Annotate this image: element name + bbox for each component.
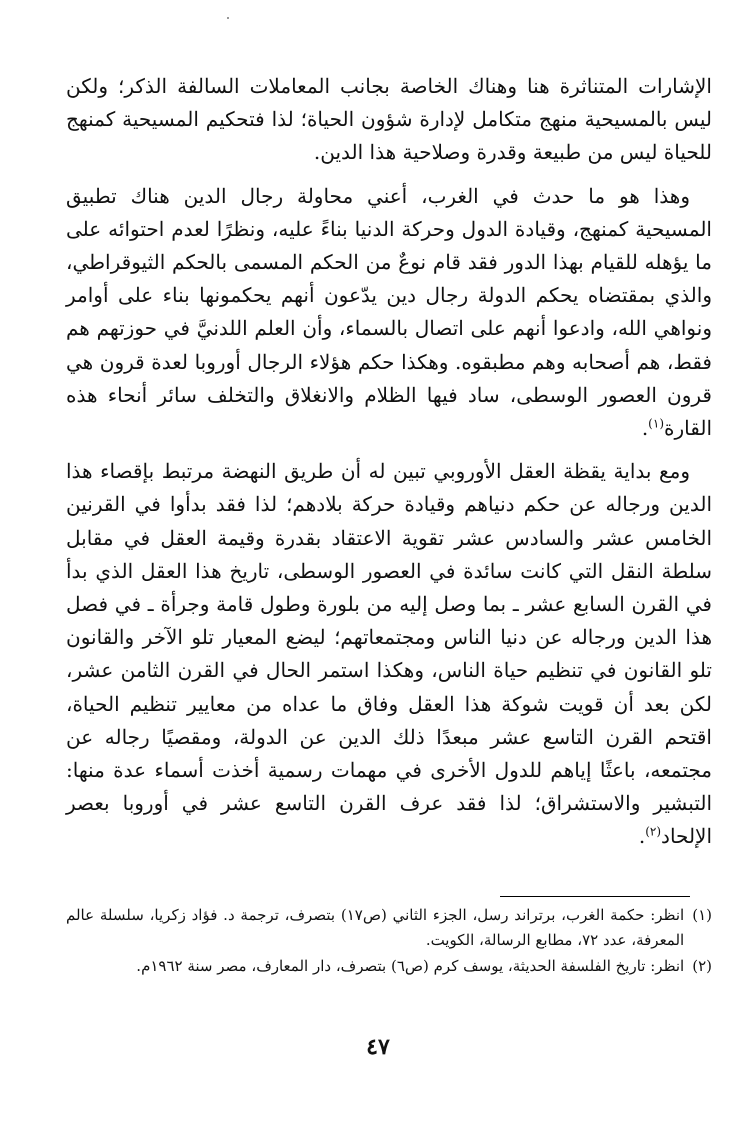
paragraph-3: ومع بداية يقظة العقل الأوروبي تبين له أن طريق النهضة مرتبط بإقصاء هذا الدين ورجاله عن حكم دنياهم وقيادة حركة بلادهم؛ لذا فقد بدأوا في القرنين الخامس عشر والسادس عشر تقوية الاعتقاد بقدرة وقيمة العقل في مقابل سلطة النقل التي كانت سائدة في العصور الوسطى، تاريخ هذا العقل الذي بدأ في القرن السابع عشر ـ بما وصل إليه من بلورة وطول قامة وجرأة ـ في فصل هذا الدين ورجاله عن دنيا الناس ومجتمعاتهم؛ ليضع المعيار تلو الآخر والقانون تلو القانون في تنظيم حياة الناس، وهكذا استمر الحال في القرن الثامن عشر، لكن بعد أن قويت شوكة هذا العقل وفاق ما عداه من معايير تنظيم الحياة، اقتحم القرن التاسع عشر مبعدًا ذلك الدين عن الدولة، ومقصيًا رجاله عن مجتمعه، باعثًا إياهم للدول الأخرى في مهمات رسمية أخذت أسماء عدة منها: التبشير والاستشراق؛ لذا فقد عرف القرن التاسع عشر في أوروبا بعصر الإلحاد$^{(٢)}$. <box>66 459 713 849</box>
footnote-1 <box>66 903 712 953</box>
paragraph-1 <box>66 70 712 170</box>
footnotes <box>66 903 712 980</box>
page-number: ٤٧ <box>366 1034 390 1060</box>
footnote-2 <box>66 954 712 979</box>
paragraph-1-text: الإشارات المتناثرة هنا وهناك الخاصة بجانب المعاملات السالفة الذكر؛ ولكن ليس بالمسيحية منهج متكامل لإدارة شؤون الحياة؛ لذا فتحكيم المسيحية كمنهج للحياة ليس من طبيعة وقدرة وصلاحية هذا الدين. <box>66 74 712 165</box>
footnote-1-number: (١) <box>692 906 712 924</box>
footnote-2-text: انظر: تاريخ الفلسفة الحديثة، يوسف كرم (ص٦) بتصرف، دار المعارف، مصر سنة ١٩٦٢م. <box>136 957 685 975</box>
paragraph-2-text: وهذا هو ما حدث في الغرب، أعني محاولة رجال الدين هناك تطبيق المسيحية كمنهج، وقيادة الدول وحركة الدنيا بناءً عليه، ونظرًا لعدم احتوائه على ما يؤهله للقيام بهذا الدور فقد قام نوعٌ من الحكم المسمى بالحكم الثيوقراطي، والذي بمقتضاه يحكم الدولة رجال دين يدّعون أنهم يحكمونها بناء على أوامر ونواهي الله، وادعوا أنهم على اتصال بالسماء، وأن العلم اللدنيَّ في حوزتهم هم فقط، هم أصحابه وهم مطبقوه. وهكذا حكم هؤلاء الرجال أوروبا لعدة قرون هي قرون العصور الوسطى، ساد فيها الظلام والانغلاق والتخلف سائر أنحاء هذه القارة <box>66 183 712 441</box>
paragraph-3-text: ومع بداية يقظة العقل الأوروبي تبين له أن طريق النهضة مرتبط بإقصاء هذا الدين ورجاله عن حكم دنياهم وقيادة حركة بلادهم؛ لذا فقد بدأوا في القرنين الخامس عشر والسادس عشر تقوية الاعتقاد بقدرة وقيمة العقل في مقابل سلطة النقل التي كانت سائدة في العصور الوسطى، تاريخ هذا العقل الذي بدأ في القرن السابع عشر ـ بما وصل إليه من بلورة وطول قامة وجرأة ـ في فصل هذا الدين ورجاله عن دنيا الناس ومجتمعاتهم؛ ليضع المعيار تلو الآخر والقانون تلو القانون في تنظيم حياة الناس، وهكذا استمر الحال في القرن الثامن عشر، لكن بعد أن قويت شوكة هذا العقل وفاق ما عداه من معايير تنظيم الحياة، اقتحم القرن التاسع عشر مبعدًا ذلك الدين عن الدولة، ومقصيًا رجاله عن مجتمعه، باعثًا إياهم للدول الأخرى في مهمات رسمية أخذت أسماء عدة منها: التبشير والاستشراق؛ لذا فقد عرف القرن التاسع عشر في أوروبا بعصر الإلحاد <box>66 459 713 849</box>
footnote-1-text: انظر: حكمة الغرب، برتراند رسل، الجزء الثاني (ص١٧) بتصرف، ترجمة د. فؤاد زكريا، سلسلة عالم المعرفة، عدد ٧٢، مطابع الرسالة، الكويت. <box>66 906 685 949</box>
paragraph-2: وهذا هو ما حدث في الغرب، أعني محاولة رجال الدين هناك تطبيق المسيحية كمنهج، وقيادة الدول وحركة الدنيا بناءً عليه، ونظرًا لعدم احتوائه على ما يؤهله للقيام بهذا الدور فقد قام نوعٌ من الحكم المسمى بالحكم الثيوقراطي، والذي بمقتضاه يحكم الدولة رجال دين يدّعون أنهم يحكمونها بناء على أوامر ونواهي الله، وادعوا أنهم على اتصال بالسماء، وأن العلم اللدنيَّ في حوزتهم هم فقط، هم أصحابه وهم مطبقوه. وهكذا حكم هؤلاء الرجال أوروبا لعدة قرون هي قرون العصور الوسطى، ساد فيها الظلام والانغلاق والتخلف سائر أنحاء هذه القارة$^{(١)}$. <box>66 183 712 441</box>
footnote-divider <box>500 896 690 897</box>
scan-speck <box>227 17 229 19</box>
footnote-2-number: (٢) <box>692 957 712 975</box>
body-text <box>66 70 712 864</box>
footnote-ref-2[interactable]: (٢) <box>645 824 662 839</box>
footnote-ref-1[interactable]: (١) <box>648 416 664 431</box>
